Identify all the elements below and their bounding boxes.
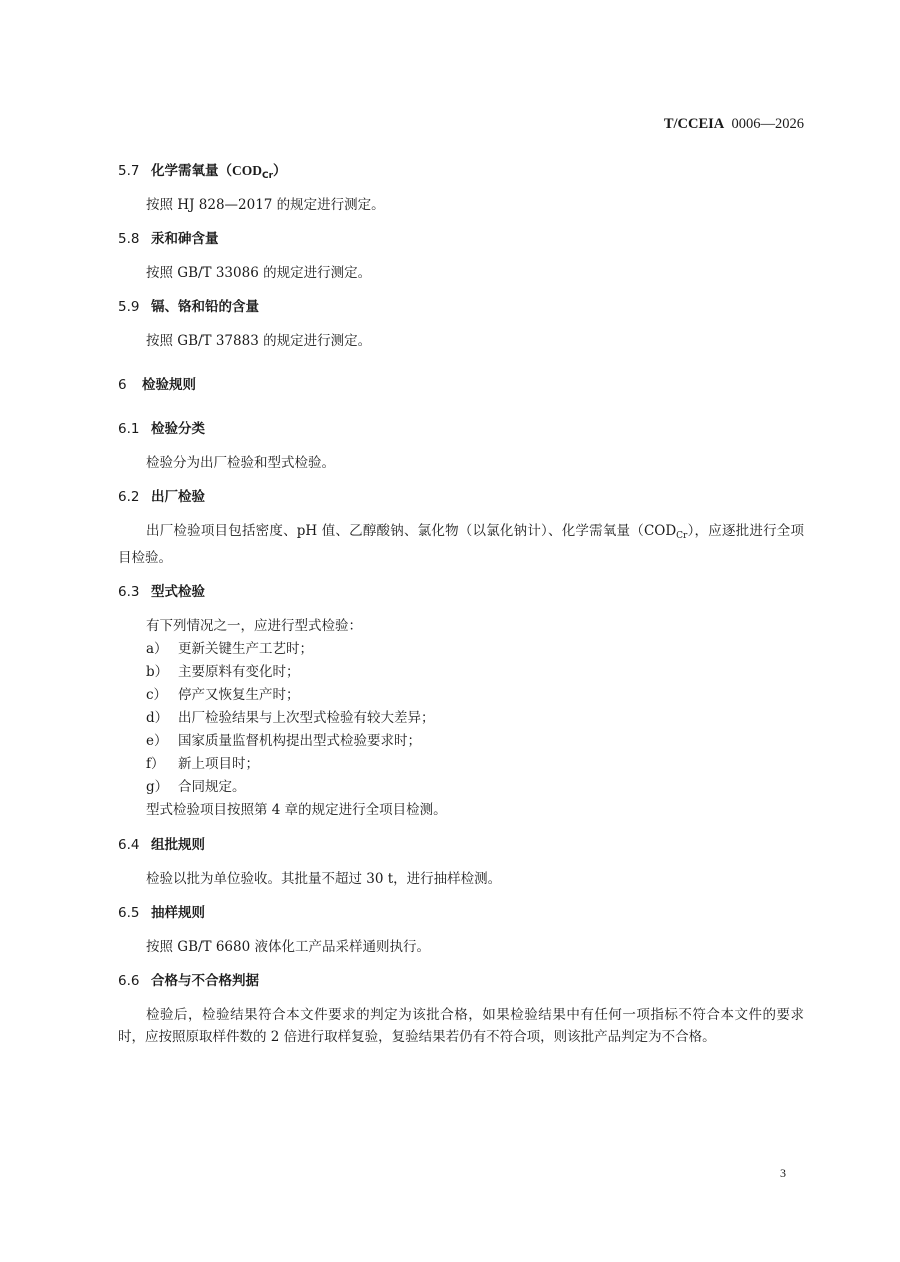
section-heading-5-8: [118, 228, 804, 250]
paragraph-text-end: ），应逐批进行全项目检验。: [118, 523, 804, 566]
section-number: 5.7: [118, 163, 140, 179]
section-heading-6-1: [118, 418, 804, 440]
section-number: 6.5: [118, 905, 140, 921]
section-heading-6-5: [118, 902, 804, 924]
paragraph: 按照 HJ 828—2017 的规定进行测定。: [146, 197, 385, 213]
list-label: g）: [146, 779, 169, 795]
document-body: [118, 160, 804, 1048]
section-title: 汞和砷含量: [151, 231, 219, 247]
list-label: a）: [146, 641, 168, 657]
standard-code: T/CCEIA: [663, 116, 725, 132]
section-title: 检验分类: [151, 421, 205, 437]
section-heading-6-3: [118, 581, 804, 603]
list-item: [118, 638, 804, 661]
paragraph: 按照 GB/T 6680 液体化工产品采样通则执行。: [146, 939, 430, 955]
section-number: 5.9: [118, 299, 140, 315]
list-label: e）: [146, 733, 168, 749]
paragraph: 按照 GB/T 33086 的规定进行测定。: [146, 265, 372, 281]
list-item: [118, 684, 804, 707]
standard-identifier: [664, 116, 804, 133]
list-intro: 有下列情况之一，应进行型式检验：: [146, 618, 362, 634]
chapter-title: 检验规则: [142, 377, 196, 393]
list-text: 出厂检验结果与上次型式检验有较大差异；: [178, 710, 435, 726]
section-heading-5-9: [118, 296, 804, 318]
page-number: 3: [780, 1166, 786, 1180]
list-outro: 型式检验项目按照第 4 章的规定进行全项目检测。: [146, 802, 447, 818]
section-title: 合格与不合格判据: [151, 973, 259, 989]
paragraph: [118, 520, 804, 569]
cod-subscript: Cr: [676, 531, 688, 541]
list-item: [118, 661, 804, 684]
list-label: b）: [146, 664, 169, 680]
section-title: 抽样规则: [151, 905, 205, 921]
section-heading-6-2: [118, 486, 804, 508]
chapter-number: 6: [118, 377, 127, 393]
section-heading-6-6: [118, 970, 804, 992]
list-text: 国家质量监督机构提出型式检验要求时；: [178, 733, 421, 749]
section-title: 型式检验: [151, 584, 205, 600]
section-number: 6.3: [118, 584, 140, 600]
standard-number: 0006—2026: [731, 116, 804, 132]
list-text: 新上项目时；: [178, 756, 259, 772]
chapter-heading-6: [118, 374, 804, 396]
paragraph: 检验以批为单位验收。其批量不超过 30 t，进行抽样检测。: [146, 871, 502, 887]
paragraph: 检验后，检验结果符合本文件要求的判定为该批合格，如果检验结果中有任何一项指标不符合本文件的要求时，应按照原取样件数的 2 倍进行取样复验，复验结果若仍有不符合项，则该批产品判定为不合格。: [118, 1007, 804, 1045]
section-title-end: ）: [273, 163, 287, 179]
list-item: [118, 730, 804, 753]
list-label: c）: [146, 687, 168, 703]
section-number: 5.8: [118, 231, 140, 247]
list-label: f）: [146, 756, 165, 772]
cod-label: COD: [232, 163, 262, 178]
section-heading-6-4: [118, 834, 804, 856]
section-title: 镉、铬和铅的含量: [151, 299, 259, 315]
section-heading-5-7: [118, 160, 804, 182]
list-label: d）: [146, 710, 169, 726]
list-text: 主要原料有变化时；: [178, 664, 300, 680]
list-item: [118, 707, 804, 730]
paragraph: 检验分为出厂检验和型式检验。: [146, 455, 335, 471]
list-text: 停产又恢复生产时；: [178, 687, 300, 703]
list-item: [118, 776, 804, 799]
cod-subscript: Cr: [262, 171, 274, 181]
section-title: 化学需氧量（: [151, 163, 232, 179]
list-text: 更新关键生产工艺时；: [178, 641, 313, 657]
paragraph: 按照 GB/T 37883 的规定进行测定。: [146, 333, 372, 349]
list-text: 合同规定。: [178, 779, 246, 795]
section-number: 6.1: [118, 421, 140, 437]
paragraph-text: 出厂检验项目包括密度、pH 值、乙醇酸钠、氯化物（以氯化钠计）、化学需氧量（COD: [146, 523, 677, 539]
section-number: 6.2: [118, 489, 140, 505]
section-number: 6.6: [118, 973, 140, 989]
section-title: 组批规则: [151, 837, 205, 853]
section-title: 出厂检验: [151, 489, 205, 505]
section-number: 6.4: [118, 837, 140, 853]
list-item: [118, 753, 804, 776]
